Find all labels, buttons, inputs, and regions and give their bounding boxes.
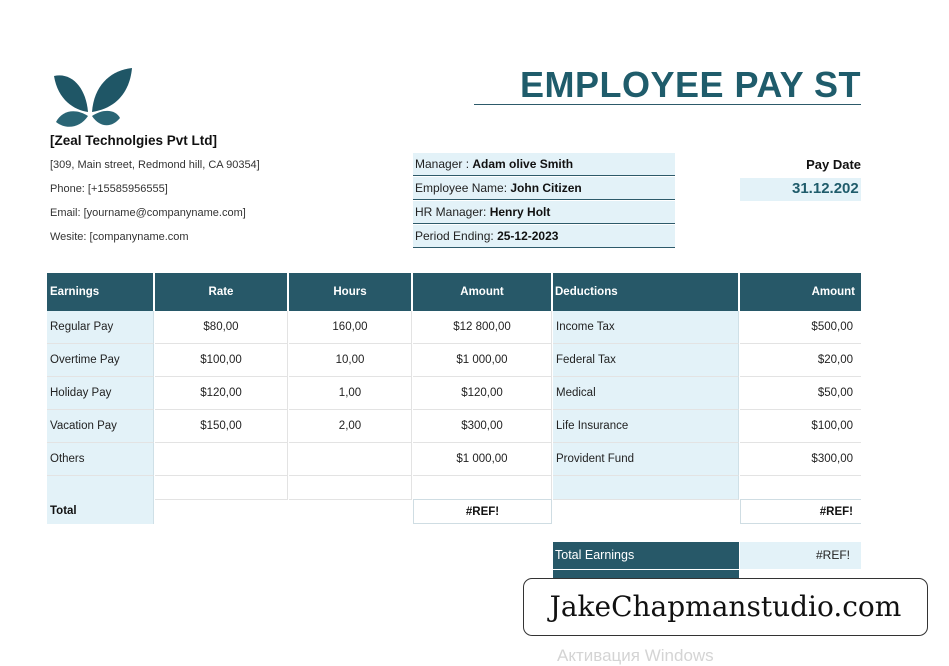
rate-cell: $150,00	[155, 410, 288, 443]
period-ending-label: Period Ending:	[415, 229, 498, 243]
company-name: [Zeal Technolgies Pvt Ltd]	[50, 133, 218, 148]
hours-cell: 1,00	[289, 377, 412, 410]
header-deduction-amount: Amount	[740, 273, 861, 311]
hours-cell	[289, 443, 412, 476]
amount-cell: $1 000,00	[413, 344, 552, 377]
deduction-amount-cell: $20,00	[740, 344, 861, 377]
manager-value: Adam olive Smith	[472, 157, 574, 171]
butterfly-logo-icon	[50, 66, 134, 132]
earning-label: Vacation Pay	[47, 410, 154, 443]
total-earnings-summary-label: Total Earnings	[553, 542, 739, 569]
header-hours: Hours	[289, 273, 412, 311]
document-title-text: EMPLOYEE PAY ST	[520, 64, 861, 105]
hr-manager-field	[413, 201, 675, 224]
header-deductions: Deductions	[553, 273, 739, 311]
company-website: Wesite: [companyname.com	[50, 231, 189, 243]
deduction-label: Provident Fund	[553, 443, 739, 476]
deduction-amount-cell: $50,00	[740, 377, 861, 410]
company-address: [309, Main street, Redmond hill, CA 90354]	[50, 159, 260, 171]
earning-label: Holiday Pay	[47, 377, 154, 410]
rate-cell	[155, 476, 288, 500]
windows-activation-text: Активация Windows	[557, 646, 714, 665]
earning-label: Others	[47, 443, 154, 476]
deduction-amount-cell: $500,00	[740, 311, 861, 344]
hr-manager-label: HR Manager:	[415, 205, 490, 219]
hr-manager-value: Henry Holt	[489, 205, 551, 219]
period-ending-value: 25-12-2023	[497, 229, 559, 243]
pay-date-label: Pay Date	[806, 157, 861, 172]
hours-cell	[289, 476, 412, 500]
deduction-label	[553, 476, 739, 500]
period-ending-field	[413, 225, 675, 248]
deduction-amount-cell: $100,00	[740, 410, 861, 443]
amount-cell: $12 800,00	[413, 311, 552, 344]
header-earnings: Earnings	[47, 273, 154, 311]
deduction-label: Life Insurance	[553, 410, 739, 443]
amount-cell: $300,00	[413, 410, 552, 443]
deduction-amount-cell	[740, 476, 861, 500]
total-earnings-summary-value: #REF!	[740, 542, 861, 569]
header-amount: Amount	[413, 273, 552, 311]
total-label: Total	[47, 499, 154, 524]
earning-label: Overtime Pay	[47, 344, 154, 377]
total-deductions-amount: #REF!	[740, 499, 861, 524]
deduction-amount-cell: $300,00	[740, 443, 861, 476]
earning-label: Regular Pay	[47, 311, 154, 344]
manager-field	[413, 153, 675, 176]
company-phone: Phone: [+15585956555]	[50, 183, 168, 195]
employee-value: John Citizen	[510, 181, 582, 195]
amount-cell: $120,00	[413, 377, 552, 410]
amount-cell: $1 000,00	[413, 443, 552, 476]
rate-cell	[155, 443, 288, 476]
pay-date-box	[740, 178, 861, 201]
amount-cell	[413, 476, 552, 500]
hours-cell: 160,00	[289, 311, 412, 344]
employee-field	[413, 177, 675, 200]
deduction-label: Income Tax	[553, 311, 739, 344]
document-title	[474, 62, 861, 105]
rate-cell: $100,00	[155, 344, 288, 377]
deduction-label: Medical	[553, 377, 739, 410]
watermark-banner: JakeChapmanstudio.com	[523, 578, 928, 636]
deduction-label: Federal Tax	[553, 344, 739, 377]
earning-label	[47, 476, 154, 500]
pay-date-value: 31.12.202	[792, 180, 859, 197]
header-rate: Rate	[155, 273, 288, 311]
rate-cell: $80,00	[155, 311, 288, 344]
hours-cell: 2,00	[289, 410, 412, 443]
company-email: Email: [yourname@companyname.com]	[50, 207, 246, 219]
manager-label: Manager :	[415, 157, 473, 171]
employee-label: Employee Name:	[415, 181, 511, 195]
rate-cell: $120,00	[155, 377, 288, 410]
total-earnings-amount: #REF!	[413, 499, 552, 524]
hours-cell: 10,00	[289, 344, 412, 377]
